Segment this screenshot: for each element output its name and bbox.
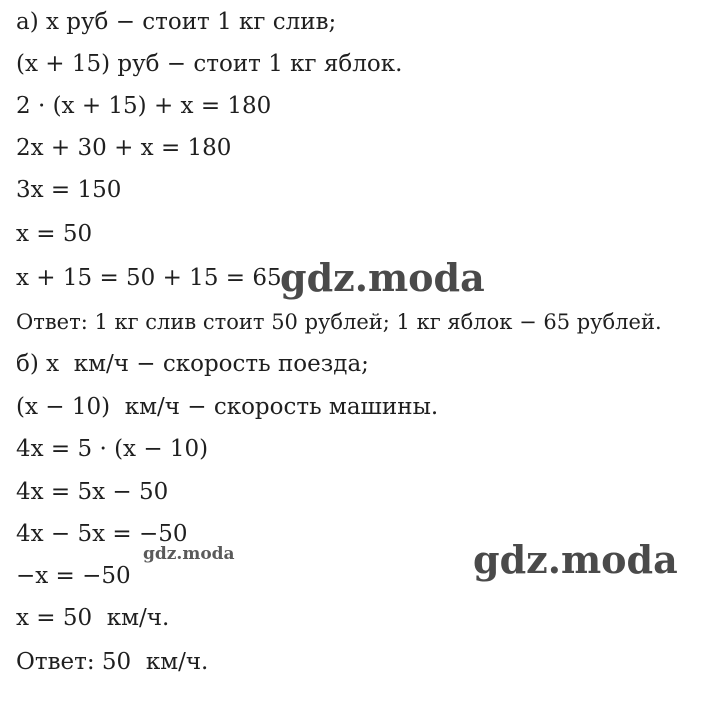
solution-line-11: 4x = 5 · (x − 10) bbox=[16, 436, 209, 462]
solution-line-13: 4x − 5x = −50 bbox=[16, 521, 188, 547]
solution-line-7: x + 15 = 50 + 15 = 65 bbox=[16, 265, 282, 291]
answer-b-line: Ответ: 50 км/ч. bbox=[16, 649, 209, 675]
solution-line-1: а) x руб − стоит 1 кг слив; bbox=[16, 9, 337, 35]
watermark-gdz-moda-top: gdz.moda bbox=[280, 255, 485, 300]
solution-line-2: (x + 15) руб − стоит 1 кг яблок. bbox=[16, 51, 403, 77]
solution-line-9: б) x км/ч − скорость поезда; bbox=[16, 351, 369, 377]
solution-line-14: −x = −50 bbox=[16, 563, 131, 589]
solution-line-6: x = 50 bbox=[16, 221, 93, 247]
solution-line-4: 2x + 30 + x = 180 bbox=[16, 135, 232, 161]
solution-line-15: x = 50 км/ч. bbox=[16, 605, 170, 631]
watermark-gdz-moda-right: gdz.moda bbox=[473, 537, 678, 582]
solution-line-10: (x − 10) км/ч − скорость машины. bbox=[16, 394, 439, 420]
solution-line-12: 4x = 5x − 50 bbox=[16, 479, 169, 505]
solution-line-3: 2 · (x + 15) + x = 180 bbox=[16, 93, 272, 119]
watermark-gdz-moda-small: gdz.moda bbox=[143, 544, 235, 564]
answer-a-line: Ответ: 1 кг слив стоит 50 рублей; 1 кг яблок − 65 рублей. bbox=[16, 310, 662, 334]
solution-line-5: 3x = 150 bbox=[16, 177, 122, 203]
